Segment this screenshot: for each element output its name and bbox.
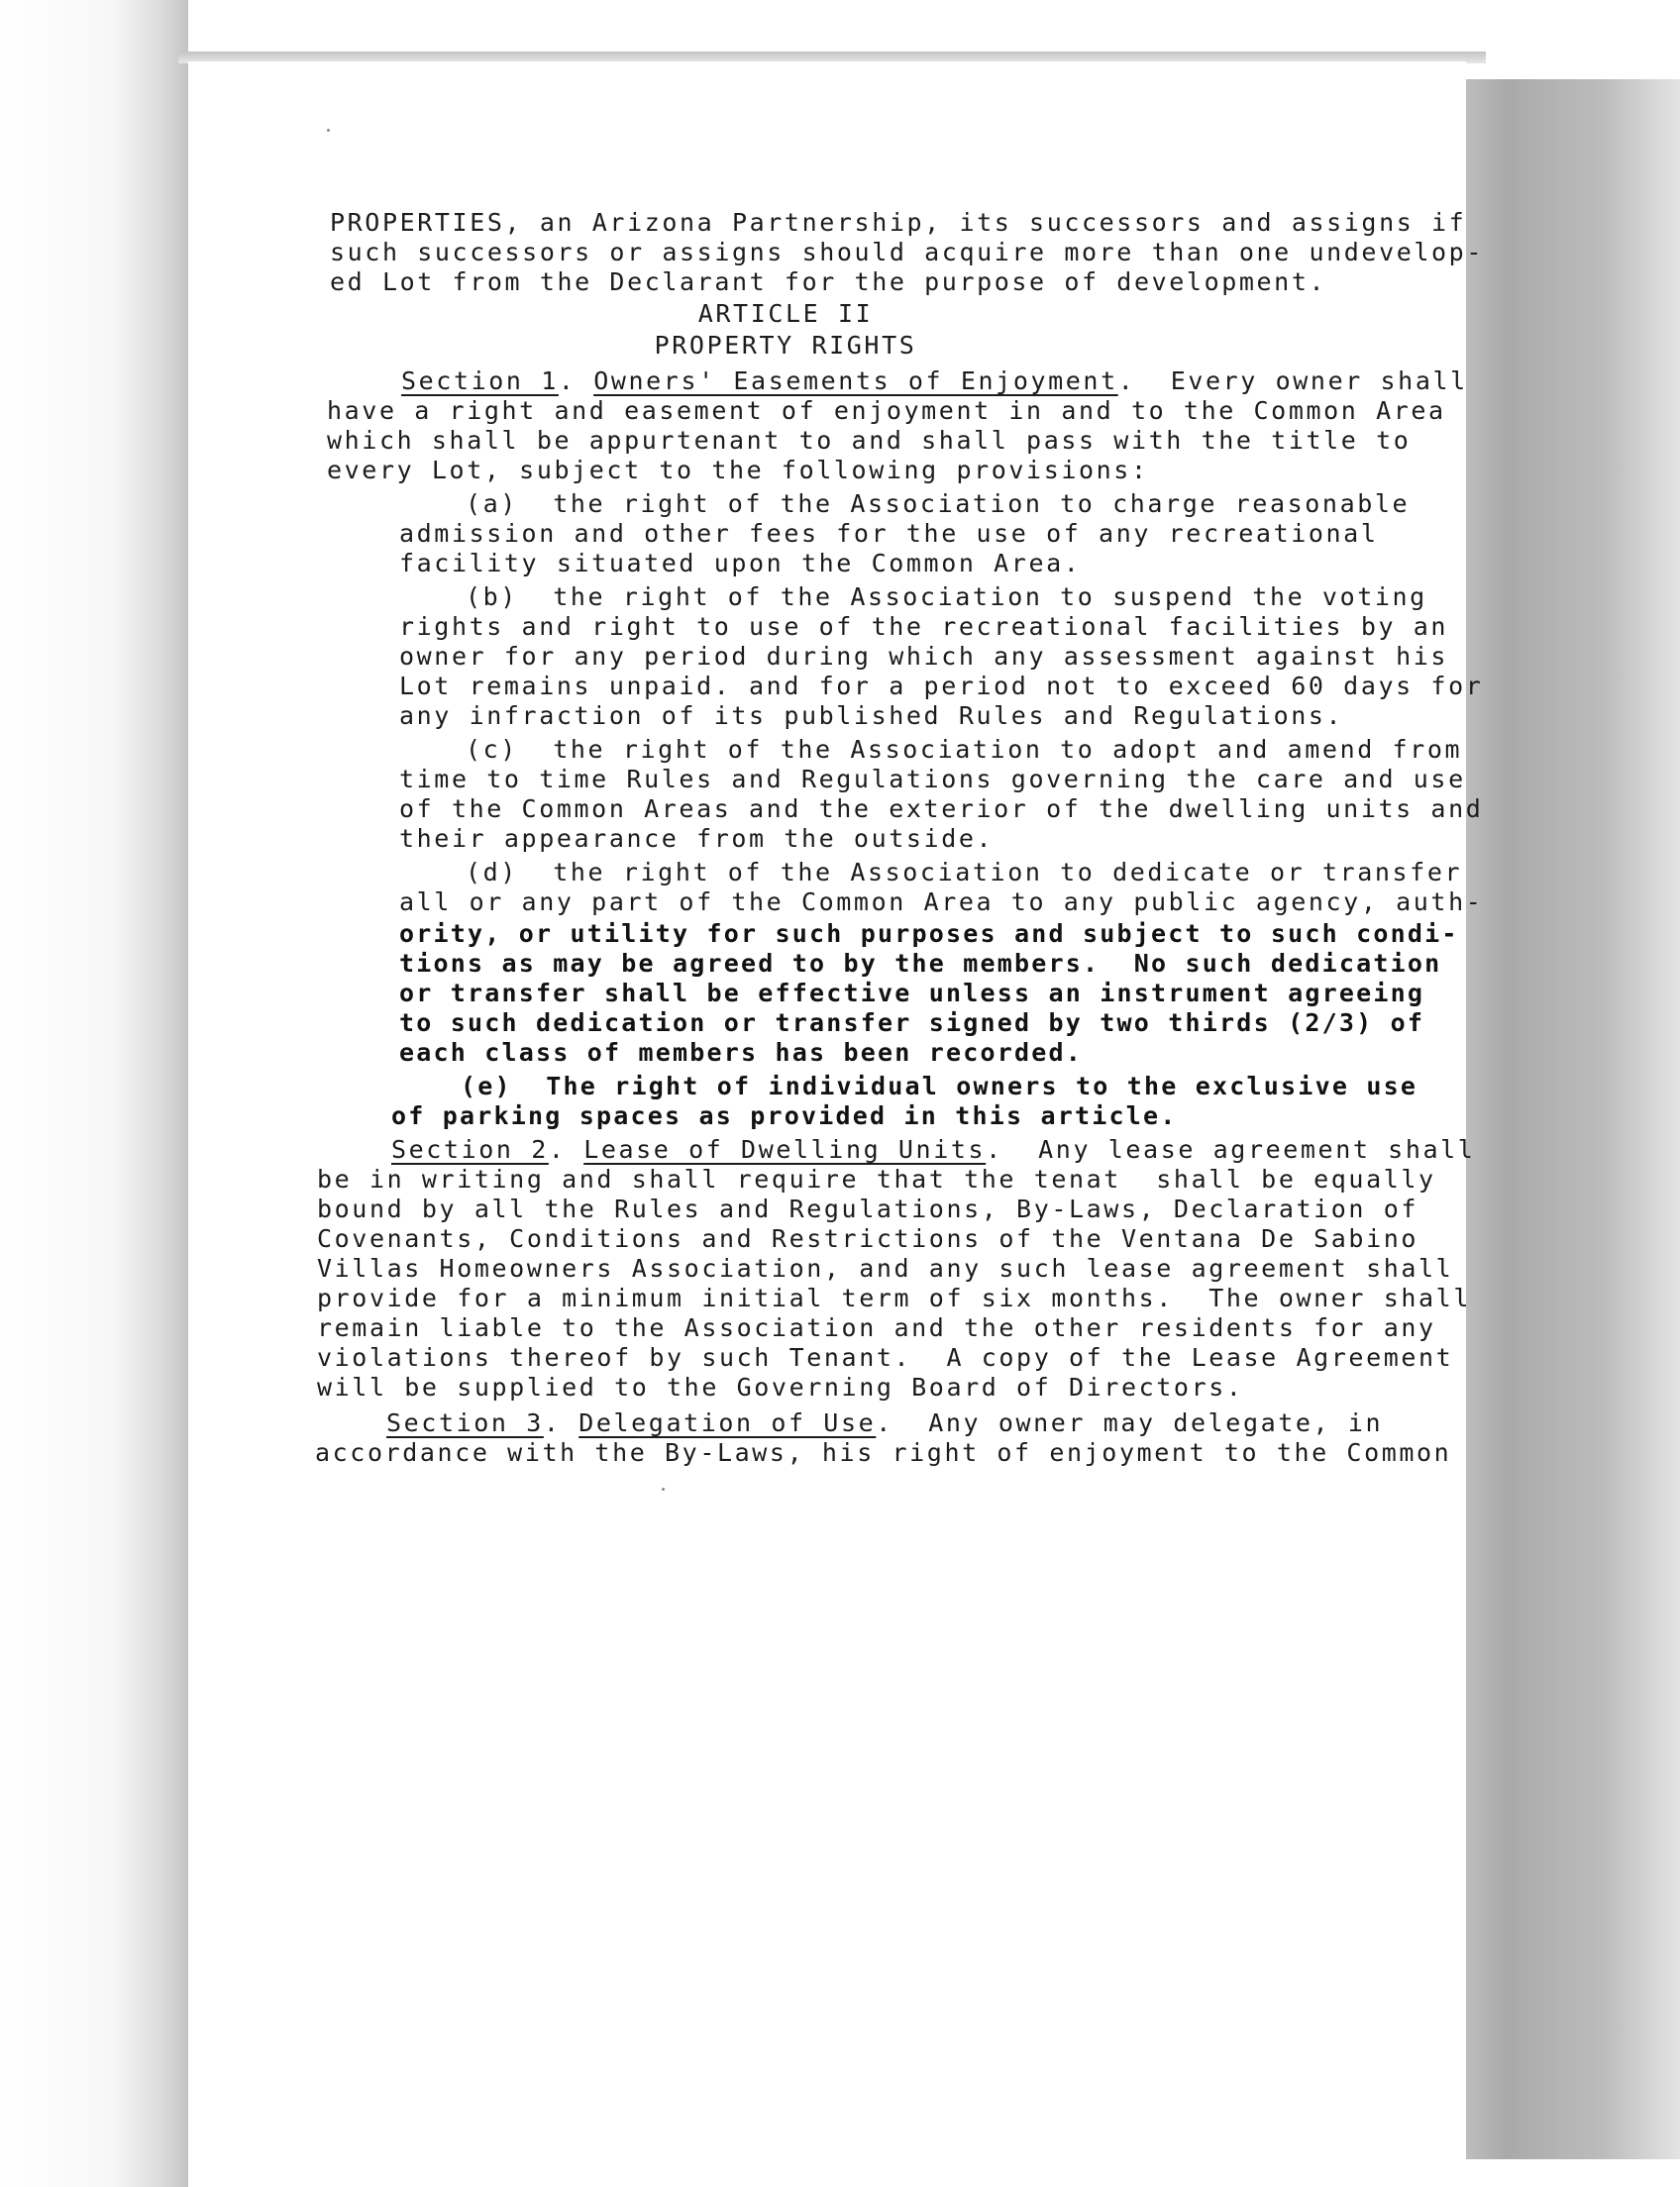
section-2-line: Villas Homeowners Association, and any such lease agreement shall xyxy=(317,1254,1454,1283)
provision-d-line: (d) the right of the Association to dedicate or transfer xyxy=(466,858,1463,886)
provision-c-line: their appearance from the outside. xyxy=(399,824,995,853)
section-3-number: Section 3 xyxy=(386,1408,544,1437)
provision-b-line: any infraction of its published Rules and Regulations. xyxy=(399,701,1344,730)
section-1-line: every Lot, subject to the following provisions: xyxy=(327,456,1149,484)
section-2-line: provide for a minimum initial term of six months. The owner shall xyxy=(317,1284,1471,1312)
section-2-line: will be supplied to the Governing Board of Directors. xyxy=(317,1373,1244,1402)
provision-b-line: (b) the right of the Association to suspend the voting xyxy=(466,582,1427,611)
section-3-line: accordance with the By-Laws, his right of enjoyment to the Common xyxy=(315,1438,1452,1467)
section-2-line: bound by all the Rules and Regulations, By-Laws, Declaration of xyxy=(317,1195,1419,1223)
provision-a-line: admission and other fees for the use of any recreational xyxy=(399,519,1379,548)
document-page xyxy=(188,61,1484,2187)
section-1-first-line: Every owner shall xyxy=(1170,366,1468,395)
section-1-line: have a right and easement of enjoyment in and to the Common Area xyxy=(327,396,1446,425)
scan-edge-left xyxy=(0,0,188,2187)
provision-d-line: each class of members has been recorded. xyxy=(399,1038,1084,1067)
scan-speck xyxy=(327,129,330,132)
provision-e-line: of parking spaces as provided in this article. xyxy=(391,1101,1178,1130)
provision-d-line: tions as may be agreed to by the members. No such dedication xyxy=(399,949,1442,978)
provision-a-line: facility situated upon the Common Area. xyxy=(399,549,1082,577)
provision-d-line: to such dedication or transfer signed by two thirds (2/3) of xyxy=(399,1008,1425,1037)
section-2-first-line: Any lease agreement shall xyxy=(1038,1135,1476,1164)
section-2-line: Covenants, Conditions and Restrictions of the Ventana De Sabino xyxy=(317,1224,1419,1253)
provision-b-line: Lot remains unpaid. and for a period not to exceed 60 days for xyxy=(399,672,1484,700)
section-2-number: Section 2 xyxy=(391,1135,549,1164)
provision-b-line: rights and right to use of the recreational facilities by an xyxy=(399,612,1449,641)
provision-c-line: of the Common Areas and the exterior of the dwelling units and xyxy=(399,794,1484,823)
provision-d-line: all or any part of the Common Area to any public agency, auth- xyxy=(399,887,1484,916)
section-2-title: Lease of Dwelling Units xyxy=(583,1135,987,1164)
scan-edge-right xyxy=(1432,79,1680,2159)
article-heading: ARTICLE II xyxy=(697,299,874,328)
section-2-heading: Section 2. Lease of Dwelling Units. Any lease agreement shall xyxy=(391,1135,1476,1164)
provision-c-line: (c) the right of the Association to adopt and amend from xyxy=(466,735,1463,764)
intro-line: PROPERTIES, an Arizona Partnership, its successors and assigns if xyxy=(330,208,1467,237)
scan-speck xyxy=(662,1488,665,1491)
section-2-line: remain liable to the Association and the other residents for any xyxy=(317,1313,1436,1342)
provision-e-line: (e) The right of individual owners to the exclusive use xyxy=(461,1072,1418,1100)
provision-c-line: time to time Rules and Regulations governing the care and use xyxy=(399,765,1466,793)
section-2-line: violations thereof by such Tenant. A copy of the Lease Agreement xyxy=(317,1343,1454,1372)
section-2-line: be in writing and shall require that the tenat shall be equally xyxy=(317,1165,1436,1194)
intro-line: such successors or assigns should acquire more than one undevelop- xyxy=(330,238,1484,266)
section-1-line: which shall be appurtenant to and shall pass with the title to xyxy=(327,426,1412,455)
provision-b-line: owner for any period during which any assessment against his xyxy=(399,642,1449,671)
article-title: PROPERTY RIGHTS xyxy=(654,331,917,360)
section-1-title: Owners' Easements of Enjoyment xyxy=(593,366,1118,395)
provision-d-line: or transfer shall be effective unless an instrument agreeing xyxy=(399,979,1425,1007)
section-1-number: Section 1 xyxy=(401,366,559,395)
section-1-heading: Section 1. Owners' Easements of Enjoyment. Every owner shall xyxy=(401,366,1468,395)
section-3-title: Delegation of Use xyxy=(578,1408,877,1437)
section-3-first-line: Any owner may delegate, in xyxy=(928,1408,1384,1437)
intro-line: ed Lot from the Declarant for the purpose of development. xyxy=(330,267,1327,296)
provision-a-line: (a) the right of the Association to charge reasonable xyxy=(466,489,1411,518)
provision-d-line: ority, or utility for such purposes and subject to such condi- xyxy=(399,919,1459,948)
section-3-heading: Section 3. Delegation of Use. Any owner may delegate, in xyxy=(386,1408,1384,1437)
